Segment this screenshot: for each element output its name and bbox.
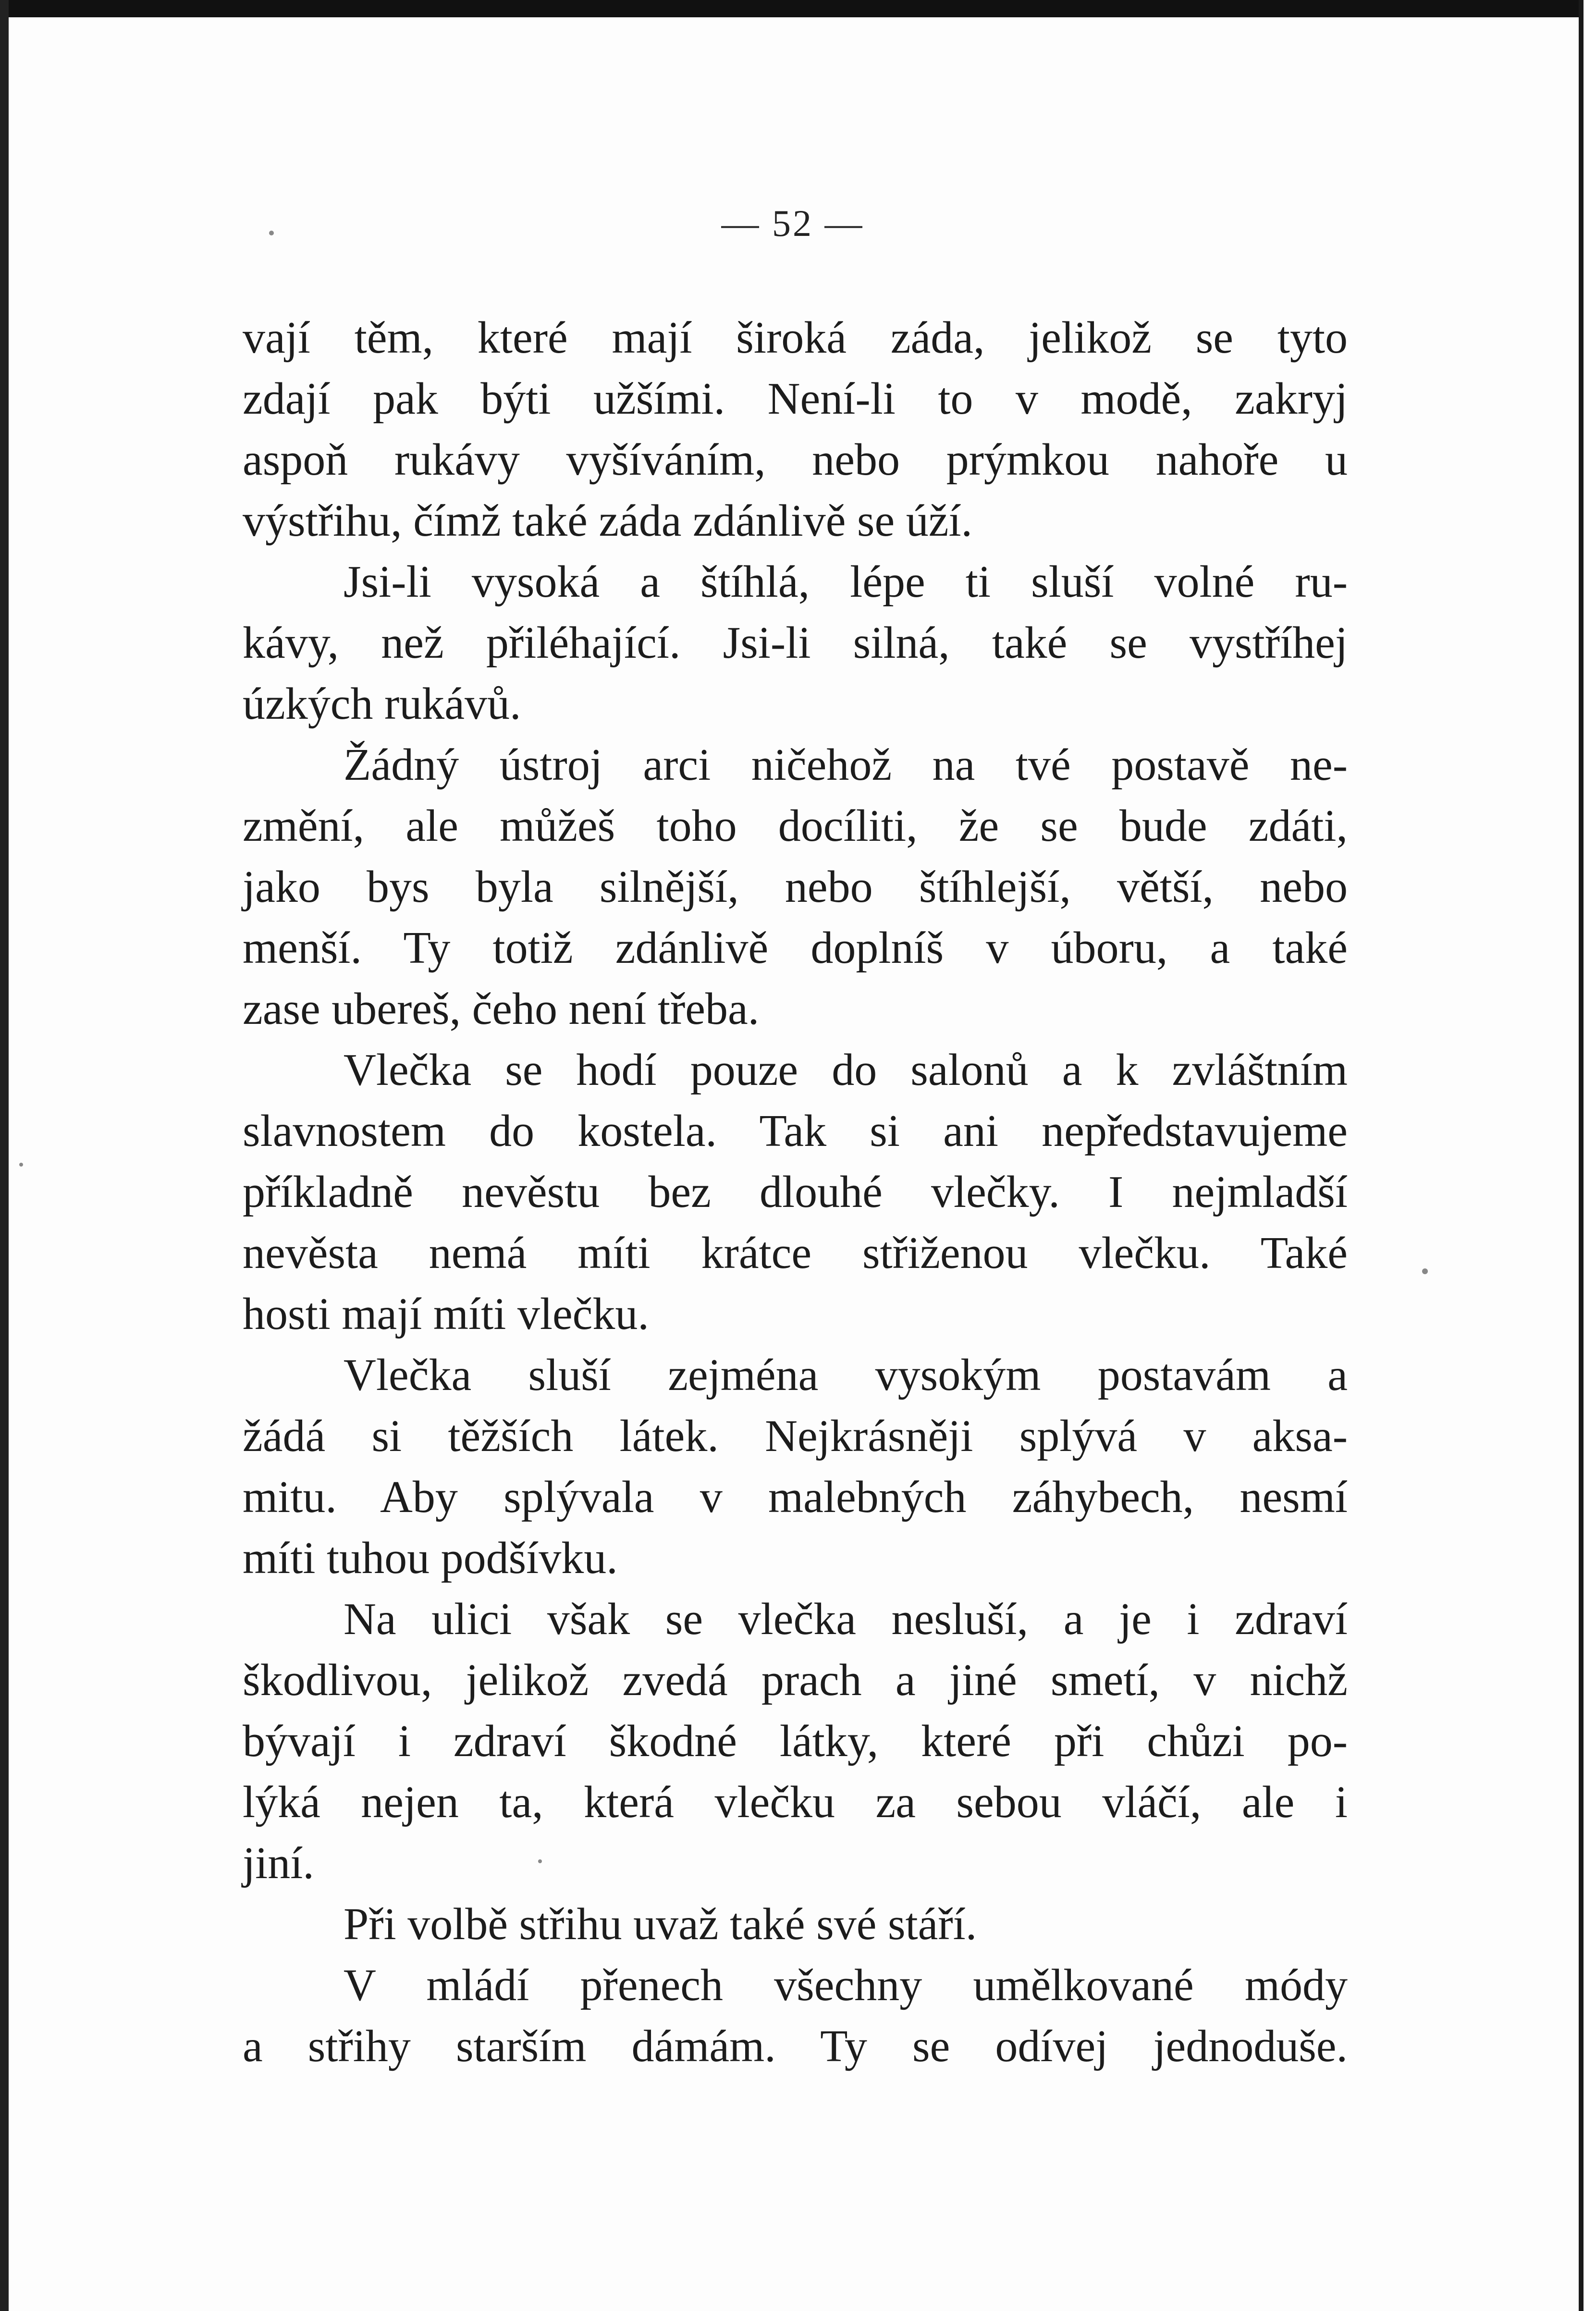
text-line: úzkých rukávů. [243, 679, 521, 729]
text-line: Jsi-li vysoká a štíhlá, lépe ti sluší volné ru- [344, 557, 1348, 607]
text-line: Vlečka sluší zejména vysokým postavám a [344, 1350, 1348, 1400]
text-line: příkladně nevěstu bez dlouhé vlečky. I nejmladší [243, 1167, 1348, 1217]
text-line: lýká nejen ta, která vlečku za sebou vláčí, ale i [243, 1777, 1348, 1827]
text-line: kávy, než přiléhající. Jsi-li silná, také se vystříhej [243, 618, 1348, 668]
text-line: menší. Ty totiž zdánlivě doplníš v úboru, a také [243, 923, 1348, 973]
text-line: mitu. Aby splývala v malebných záhybech, nesmí [243, 1472, 1348, 1522]
text-line: škodlivou, jelikož zvedá prach a jiné smetí, v nichž [243, 1655, 1348, 1705]
text-line: jiní. [243, 1838, 314, 1888]
text-line: výstřihu, čímž také záda zdánlivě se úží. [243, 496, 973, 546]
text-line: míti tuhou podšívku. [243, 1533, 618, 1583]
text-line: změní, ale můžeš toho docíliti, že se bude zdáti, [243, 801, 1348, 851]
text-line: vají těm, které mají široká záda, jelikož se tyto [243, 313, 1348, 363]
text-line: Při volbě střihu uvaž také své stáří. [344, 1899, 977, 1949]
text-line: žádá si těžších látek. Nejkrásněji splývá v aksa- [243, 1411, 1348, 1461]
text-line: aspoň rukávy vyšíváním, nebo prýmkou nahoře u [243, 435, 1348, 485]
text-line: zase ubereš, čeho není třeba. [243, 984, 760, 1034]
text-line: Vlečka se hodí pouze do salonů a k zvláštním [344, 1045, 1348, 1095]
text-line: V mládí přenech všechny umělkované módy [344, 1960, 1348, 2010]
text-line: bývají i zdraví škodné látky, které při chůzi po- [243, 1716, 1348, 1766]
scan-speck [19, 1163, 23, 1167]
scan-edge-top [0, 0, 1596, 17]
text-line: a střihy starším dámám. Ty se odívej jednoduše. [243, 2021, 1348, 2071]
text-line: Na ulici však se vlečka nesluší, a je i zdraví [344, 1594, 1348, 1644]
page-number: — 52 — [721, 202, 864, 244]
text-line: jako bys byla silnější, nebo štíhlejší, větší, nebo [243, 862, 1348, 912]
text-line: Žádný ústroj arci ničehož na tvé postavě ne- [344, 740, 1348, 790]
body-text [243, 307, 1348, 2077]
scan-speck [1422, 1268, 1428, 1274]
scan-speck [538, 1859, 542, 1863]
text-line: nevěsta nemá míti krátce střiženou vlečku. Také [243, 1228, 1348, 1278]
scan-speck [269, 231, 274, 235]
text-line: slavnostem do kostela. Tak si ani nepředstavujeme [243, 1106, 1348, 1156]
scan-edge-right [1579, 0, 1596, 2311]
text-line: hosti mají míti vlečku. [243, 1289, 649, 1339]
text-line: zdají pak býti užšími. Není-li to v modě, zakryj [243, 374, 1348, 424]
scan-edge-left [0, 0, 9, 2311]
